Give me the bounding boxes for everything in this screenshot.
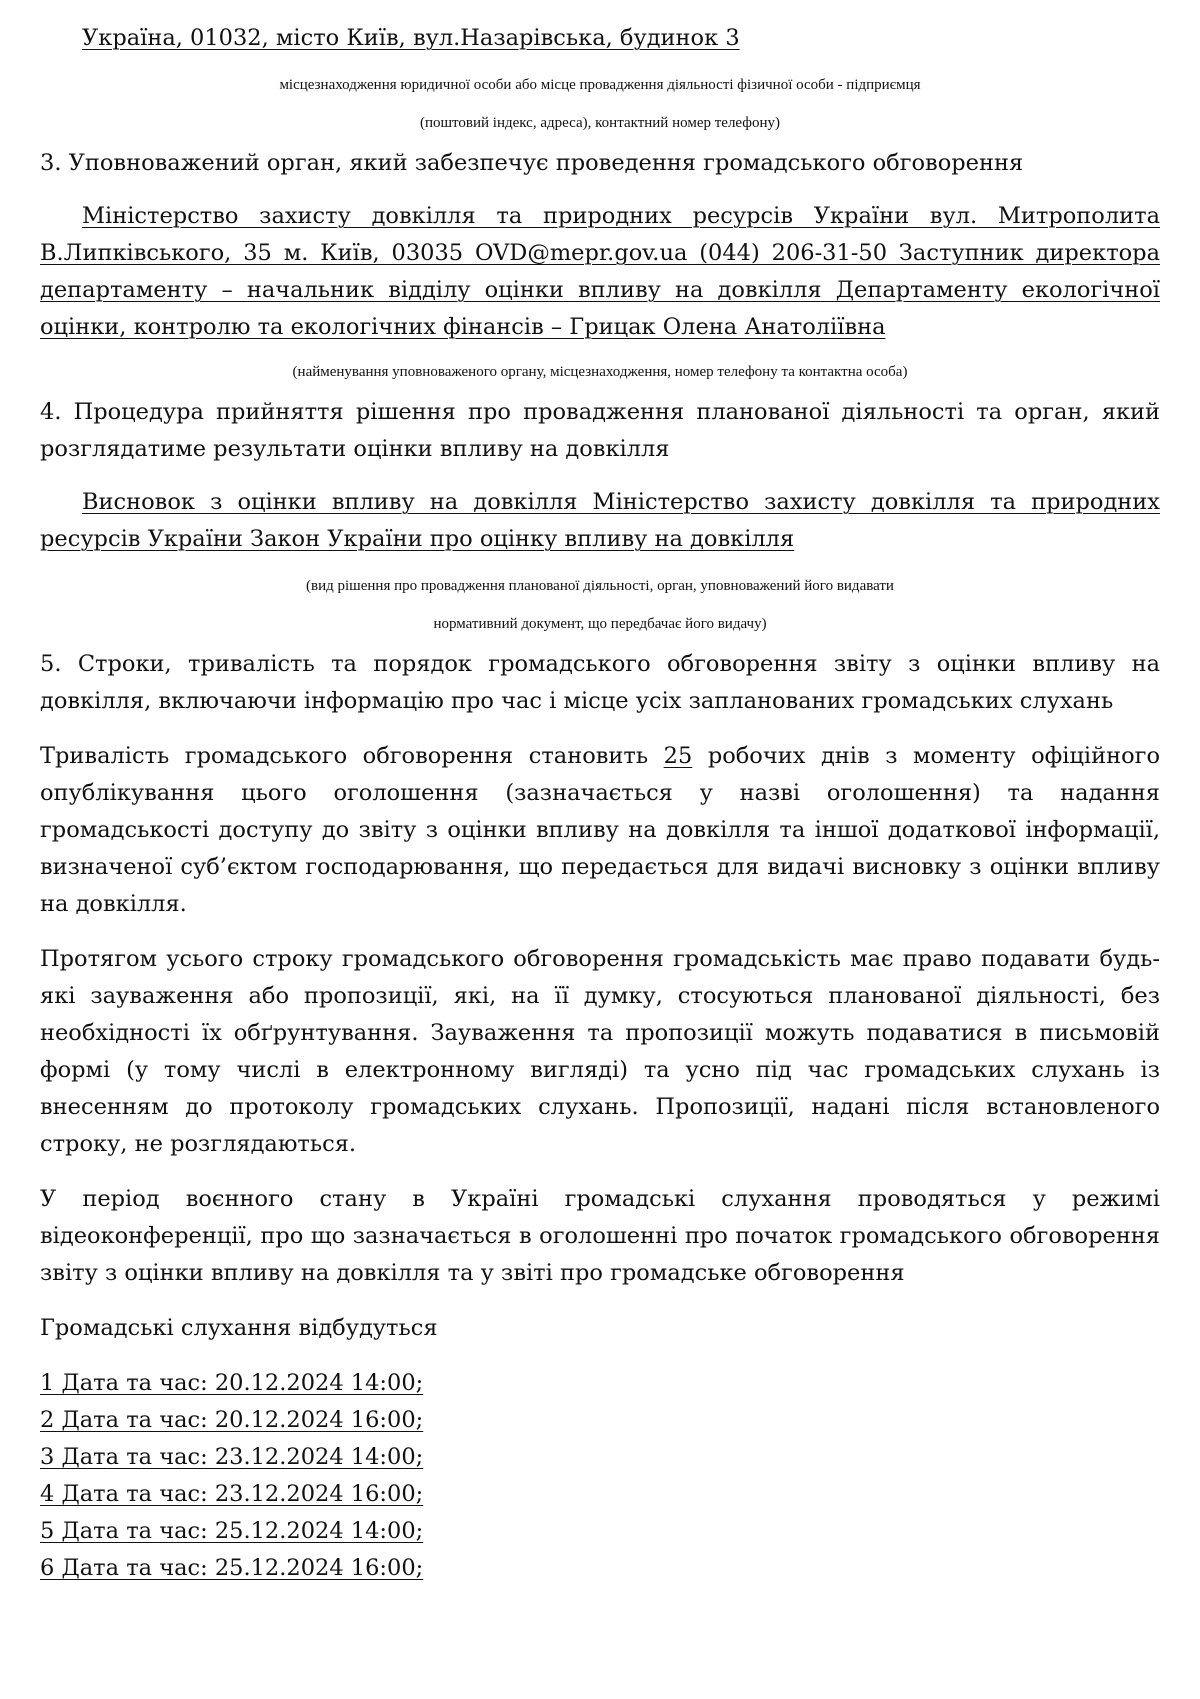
section-3-body (40, 198, 1160, 346)
hearing-item: 1 Дата та час: 20.12.2024 14:00; (40, 1370, 424, 1396)
hearing-item: 2 Дата та час: 20.12.2024 16:00; (40, 1407, 424, 1433)
hearings-list (40, 1365, 1160, 1587)
section-3-title: 3. Уповноважений орган, який забезпечує проведення громадського обговорення (40, 150, 1024, 176)
address-value: Україна, 01032, місто Київ, вул.Назарівська, будинок 3 (82, 25, 740, 51)
address-caption-2: (поштовий індекс, адреса), контактний номер телефону) (419, 115, 781, 131)
decision-details: Висновок з оцінки впливу на довкілля Міністерство захисту довкілля та природних ресурсів України Закон України про оцінку впливу на довкілля (40, 489, 1160, 552)
duration-text-after: робочих днів з моменту офіційного опублікування цього оголошення (зазначається у назві оголошення) та надання громадськості доступу до звіту з оцінки впливу на довкілля та іншої додаткової інформації, визначеної суб’єктом господарювання, що передається для видачі висновку з оцінки впливу на довкілля. (40, 743, 1160, 917)
hearing-item: 5 Дата та час: 25.12.2024 14:00; (40, 1518, 424, 1544)
address-line (40, 20, 1160, 57)
decision-caption-2: нормативний документ, що передбачає його видачу) (433, 616, 767, 632)
duration-days: 25 (663, 743, 693, 769)
section-5-title: 5. Строки, тривалість та порядок громадського обговорення звіту з оцінки впливу на довкілля, включаючи інформацію про час і місце усіх запланованих громадських слухань (40, 651, 1160, 714)
section-5-martial-law-paragraph: У період воєнного стану в Україні громадські слухання проводяться у режимі відеоконференції, про що зазначається в оголошенні про початок громадського обговорення звіту з оцінки впливу на довкілля та у звіті про громадське обговорення (40, 1186, 1160, 1286)
decision-caption-1: (вид рішення про провадження планованої діяльності, орган, уповноважений його видавати (306, 578, 894, 594)
hearing-item: 4 Дата та час: 23.12.2024 16:00; (40, 1481, 424, 1507)
hearing-item: 6 Дата та час: 25.12.2024 16:00; (40, 1555, 424, 1581)
section-5-comments-paragraph: Протягом усього строку громадського обговорення громадськість має право подавати будь-які зауваження або пропозиції, які, на її думку, стосуються планованої діяльності, без необхідності їх обґрунтування. Зауваження та пропозиції можуть подаватися в письмовій формі (у тому числі в електронному вигляді) та усно під час громадських слухань із внесенням до протоколу громадських слухань. Пропозиції, надані після встановленого строку, не розглядаються. (40, 946, 1160, 1157)
section-4-title: 4. Процедура прийняття рішення про провадження планованої діяльності та орган, який розглядатиме результати оцінки впливу на довкілля (40, 399, 1160, 462)
hearings-title: Громадські слухання відбудуться (40, 1315, 438, 1341)
duration-text-before: Тривалість громадського обговорення становить (40, 743, 664, 769)
address-caption-1: місцезнаходження юридичної особи або місце провадження діяльності фізичної особи - підприємця (279, 77, 921, 93)
hearing-item: 3 Дата та час: 23.12.2024 14:00; (40, 1444, 424, 1470)
authority-caption: (найменування уповноваженого органу, місцезнаходження, номер телефону та контактна особа) (292, 364, 908, 380)
section-4-body (40, 484, 1160, 558)
section-5-duration-paragraph (40, 738, 1160, 923)
authority-details: Міністерство захисту довкілля та природних ресурсів України вул. Митрополита В.Липківського, 35 м. Київ, 03035 OVD@mepr.gov.ua (044) 206-31-50 Заступник директора департаменту – начальник відділу оцінки впливу на довкілля Департаменту екологічної оцінки, контролю та екологічних фінансів – Грицак Олена Анатоліївна (40, 203, 1160, 340)
